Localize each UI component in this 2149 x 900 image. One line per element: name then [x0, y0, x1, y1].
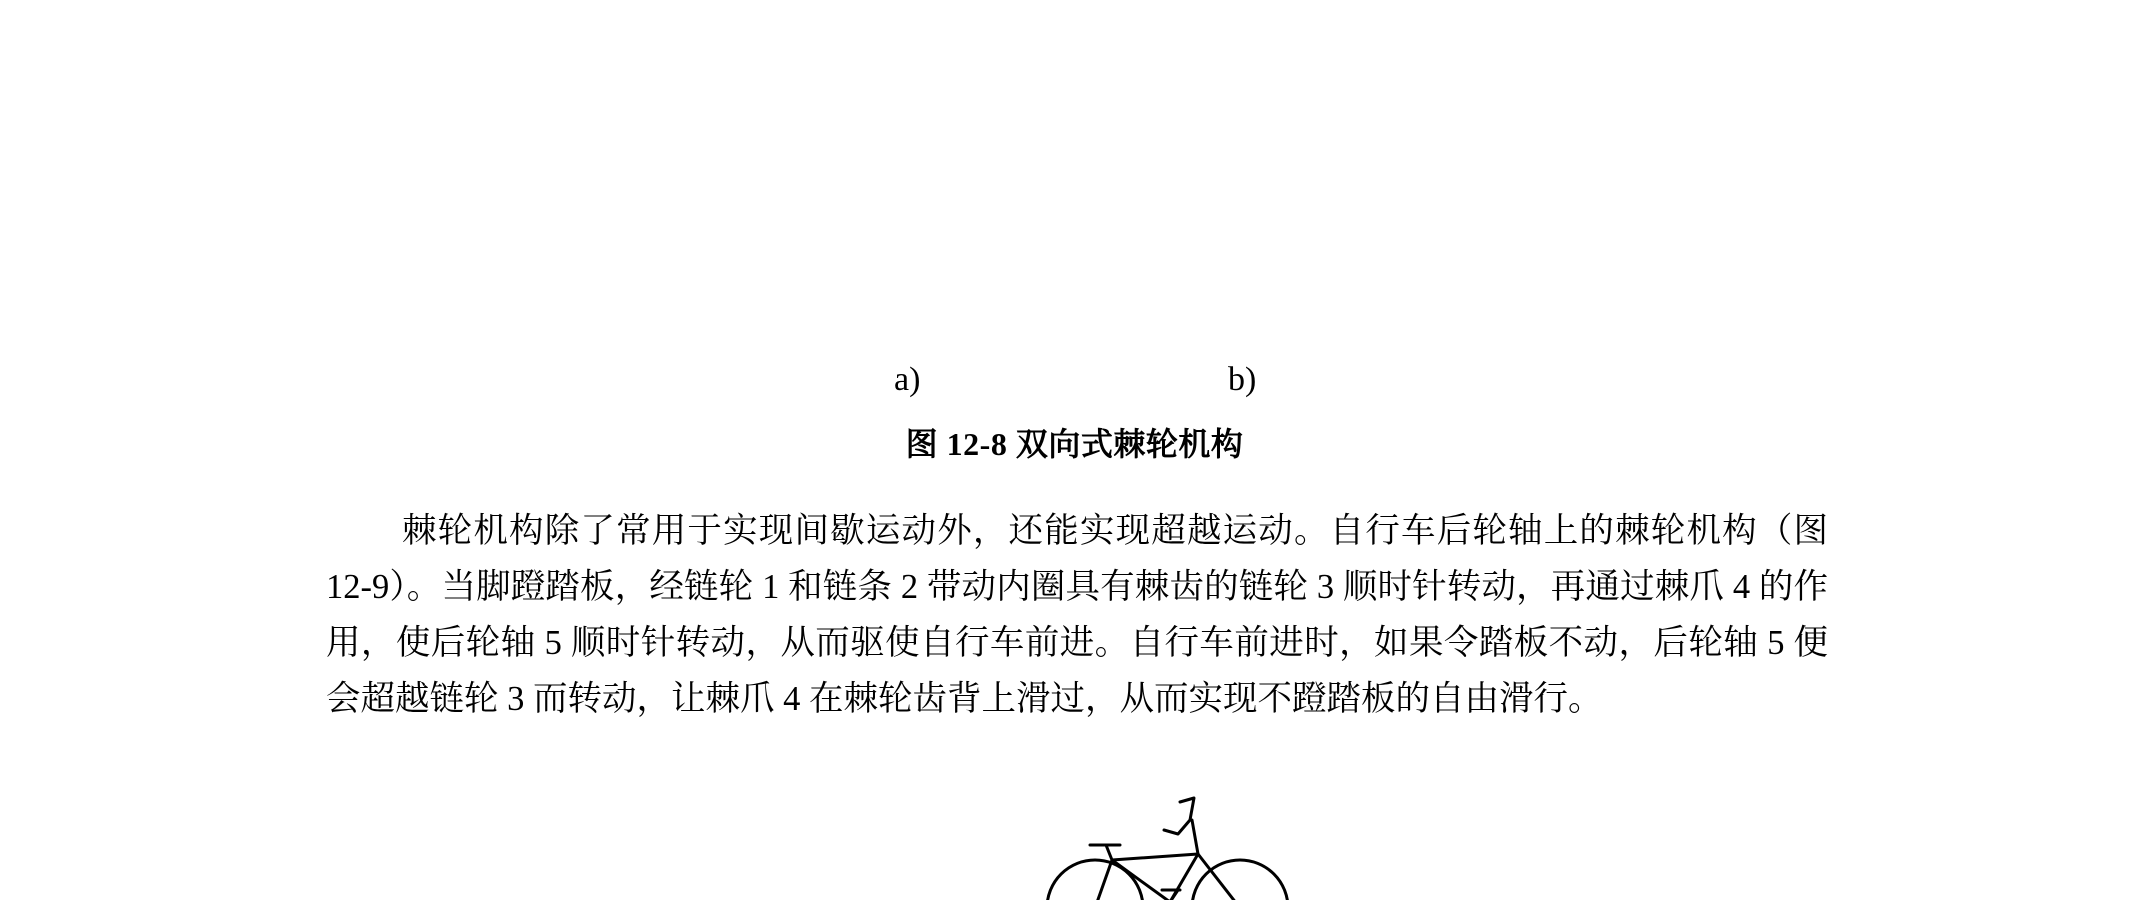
rear-wheel [1047, 860, 1143, 900]
body-paragraph: 棘轮机构除了常用于实现间歇运动外，还能实现超越运动。自行车后轮轴上的棘轮机构（图 12-9）。当脚蹬踏板，经链轮 1 和链条 2 带动内圈具有棘齿的链轮 3 顺时针转动，再通过棘爪 4 的作用，使后轮轴 5 顺时针转动，从而驱使自行车前进。自行车前进时，如果令踏板不动，后轮轴 5 便会超越链轮 3 而转动，让棘爪 4 在棘轮齿背上滑过，从而实现不蹬踏板的自由滑行。 [326, 512, 1828, 718]
figure-caption: 图 12-8 双向式棘轮机构 [905, 426, 1244, 462]
bicycle-icon [1020, 790, 1320, 900]
subfigure-label-b: b) [1228, 361, 1257, 398]
bicycle-illustration [1020, 790, 1320, 900]
seat-post [1106, 845, 1112, 860]
subfigure-label-a: a) [894, 361, 921, 398]
